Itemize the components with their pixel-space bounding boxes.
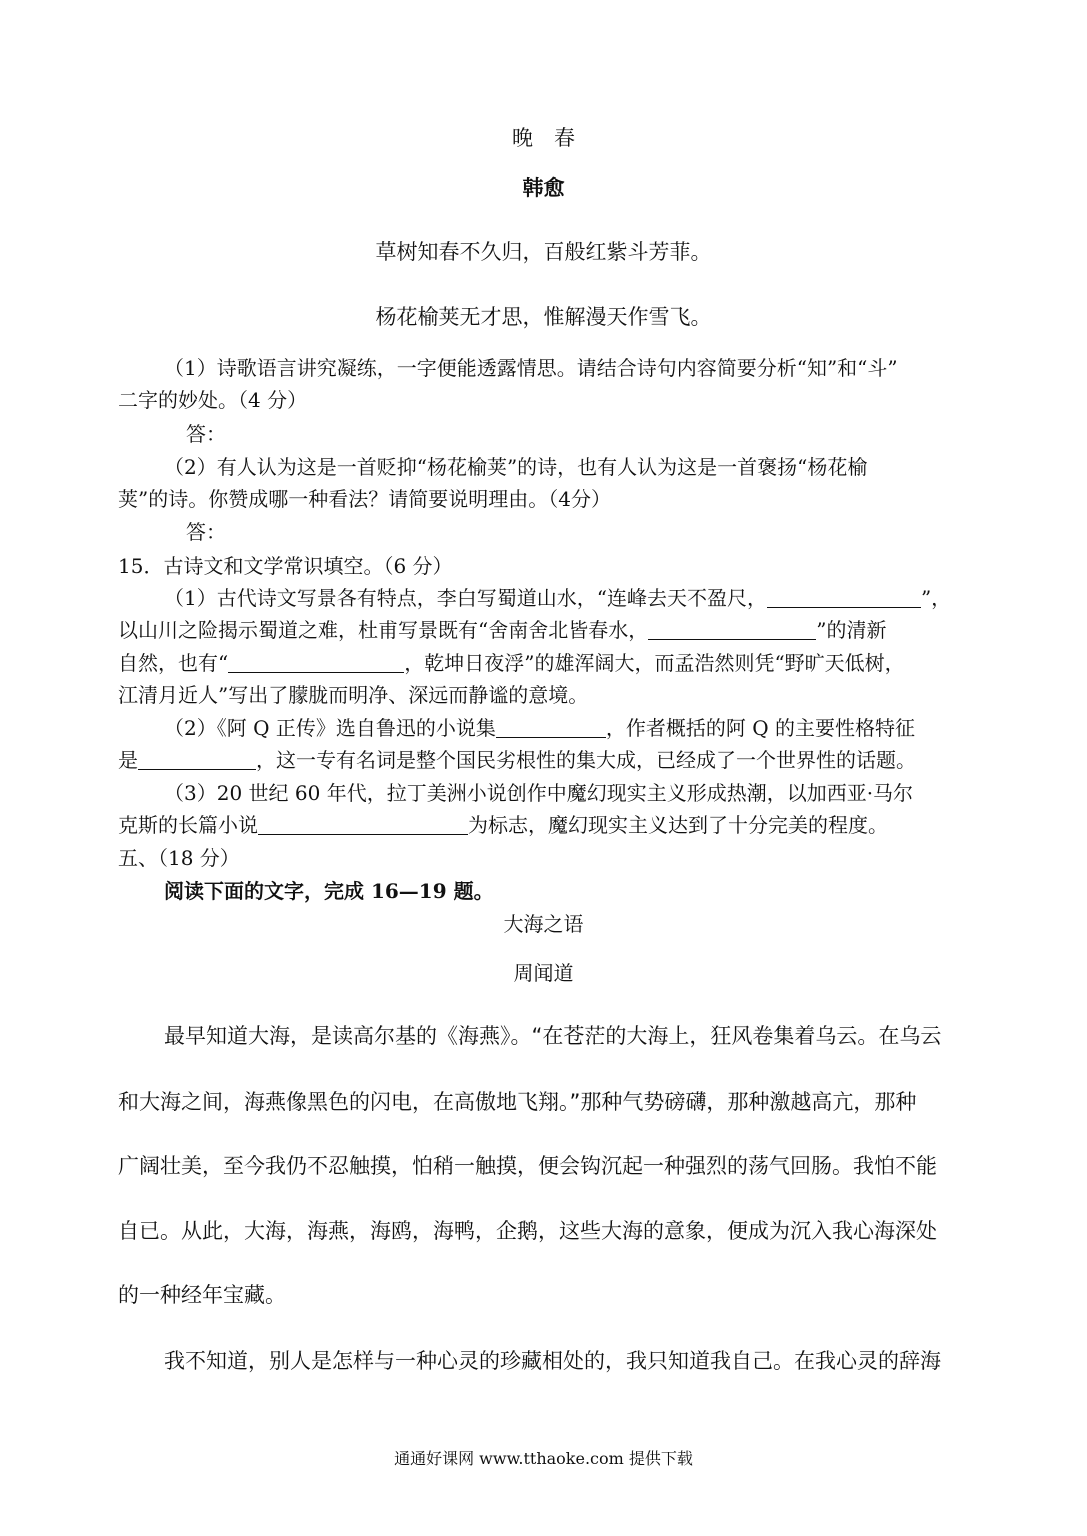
poem-title: 晚 春 <box>512 126 575 150</box>
q15-p1-line-3 <box>118 647 970 679</box>
essay-line-1: 最早知道大海，是读高尔基的《海燕》。“在苍茫的大海上，狂风卷集着乌云。在乌云 <box>164 1024 942 1048</box>
fill-blank-4[interactable] <box>496 717 606 738</box>
q14-sub2-line-b: 荚”的诗。你赞成哪一种看法？请简要说明理由。（4分） <box>118 487 611 511</box>
q15-p1-text: ”， <box>920 586 952 610</box>
fill-blank-5[interactable] <box>138 749 256 770</box>
q14-sub1-line-a: （1）诗歌语言讲究凝练，一字便能透露情思。请结合诗句内容简要分析“知”和“斗” <box>164 356 898 380</box>
q14-sub2-line-a: （2）有人认为这是一首贬抑“杨花榆荚”的诗，也有人认为这是一首褒扬“杨花榆 <box>164 455 868 479</box>
q14-answer-2: 答： <box>186 520 226 544</box>
q15-p1-line-2 <box>118 614 970 646</box>
q15-p3-text: 克斯的长篇小说 <box>118 813 258 837</box>
essay-line-6: 我不知道，别人是怎样与一种心灵的珍藏相处的，我只知道我自己。在我心灵的辞海 <box>164 1349 941 1373</box>
q15-heading: 15．古诗文和文学常识填空。（6 分） <box>118 554 453 578</box>
essay-title: 大海之语 <box>503 912 584 936</box>
q15-p2-text: ，这一专有名词是整个国民劣根性的集大成，已经成了一个世界性的话题。 <box>256 748 916 772</box>
page-footer: 通通好课网 www.tthaoke.com 提供下载 <box>394 1449 693 1468</box>
poem-line-1: 草树知春不久归，百般红紫斗芳菲。 <box>375 240 712 264</box>
q15-p2-line-1 <box>164 712 970 744</box>
section-5-heading: 五、（18 分） <box>118 846 240 870</box>
fill-blank-6[interactable] <box>258 814 468 835</box>
fill-blank-1[interactable] <box>767 587 921 608</box>
essay-author: 周闻道 <box>513 961 574 985</box>
q14-answer-1: 答： <box>186 422 226 446</box>
q15-p1-text: （1）古代诗文写景各有特点，李白写蜀道山水，“连峰去天不盈尺， <box>164 586 767 610</box>
q15-p1-line-4: 江清月近人”写出了朦胧而明净、深远而静谧的意境。 <box>118 683 589 707</box>
q15-p3-line-2 <box>118 809 970 841</box>
essay-line-2: 和大海之间，海燕像黑色的闪电，在高傲地飞翔。”那种气势磅礴，那种激越高亢，那种 <box>118 1090 917 1114</box>
q15-p1-text: 以山川之险揭示蜀道之难，杜甫写景既有“舍南舍北皆春水， <box>118 618 649 642</box>
q15-p2-text: （2）《阿 Q 正传》选自鲁迅的小说集 <box>164 716 496 740</box>
q15-p3-text: 为标志，魔幻现实主义达到了十分完美的程度。 <box>468 813 888 837</box>
essay-line-5: 的一种经年宝藏。 <box>118 1283 286 1307</box>
q15-p1-text: ”的清新 <box>816 618 887 642</box>
essay-line-4: 自已。从此，大海，海燕，海鸥，海鸭，企鹅，这些大海的意象，便成为沉入我心海深处 <box>118 1219 937 1243</box>
q15-p2-text: ，作者概括的阿 Q 的主要性格特征 <box>605 716 915 740</box>
q15-p2-text: 是 <box>118 748 138 772</box>
q15-p1-line-1 <box>164 582 970 614</box>
section-5-instruction: 阅读下面的文字，完成 16—19 题。 <box>164 879 494 903</box>
q15-p3-line-1: （3）20 世纪 60 年代，拉丁美洲小说创作中魔幻现实主义形成热潮，以加西亚·马尔 <box>164 781 914 805</box>
fill-blank-2[interactable] <box>648 619 816 640</box>
fill-blank-3[interactable] <box>228 652 404 673</box>
q15-p1-text: 自然，也有“ <box>118 651 229 675</box>
essay-line-3: 广阔壮美，至今我仍不忍触摸，怕稍一触摸，便会钩沉起一种强烈的荡气回肠。我怕不能 <box>118 1154 937 1178</box>
poem-line-2: 杨花榆荚无才思，惟解漫天作雪飞。 <box>375 305 712 329</box>
q15-p1-text: ，乾坤日夜浮”的雄浑阔大，而孟浩然则凭“野旷天低树， <box>404 651 905 675</box>
poem-author: 韩愈 <box>522 176 565 200</box>
q15-p2-line-2 <box>118 744 970 776</box>
q14-sub1-line-b: 二字的妙处。（4 分） <box>118 388 308 412</box>
